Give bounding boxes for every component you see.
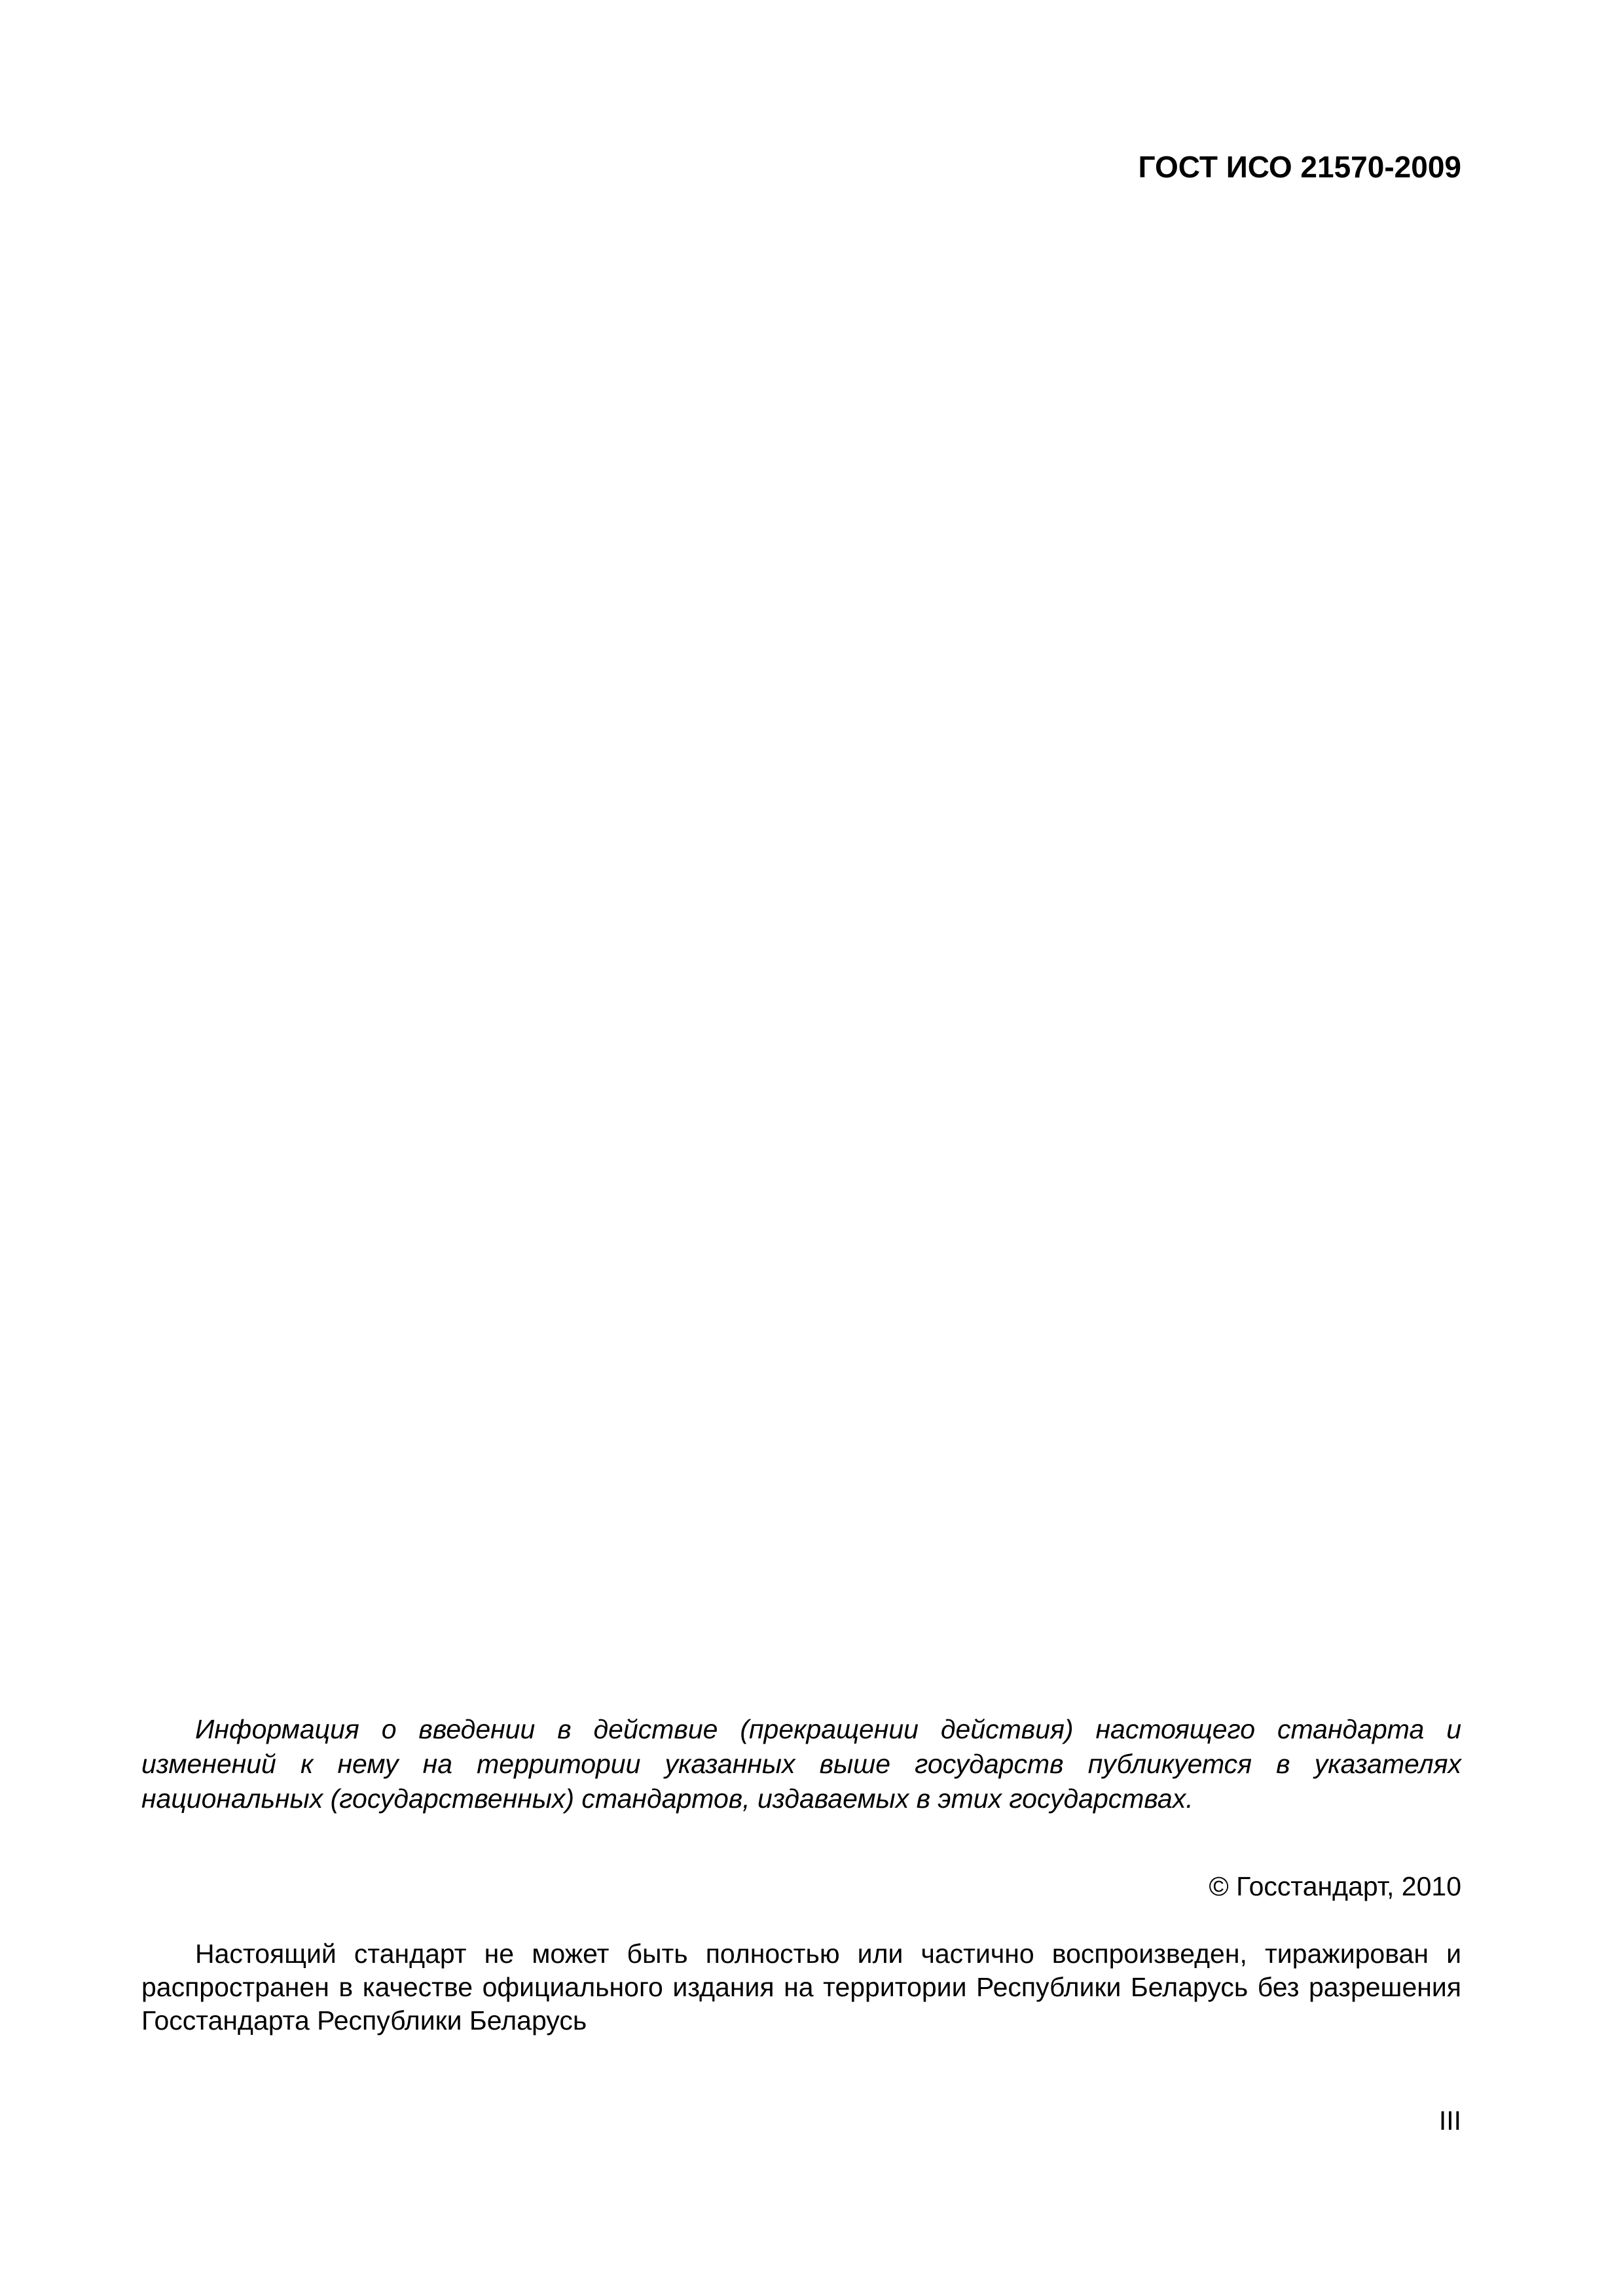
reproduction-notice-paragraph: Настоящий стандарт не может быть полностью или частично воспроизведен, тиражирован и распространен в качестве официального издания на территории Республики Беларусь без разрешения Госстандарта Республики Беларусь bbox=[141, 1939, 1461, 2036]
standard-code-header: ГОСТ ИСО 21570-2009 bbox=[1138, 150, 1461, 184]
info-notice-paragraph: Информация о введении в действие (прекращении действия) настоящего стандарта и изменений к нему на территории указанных выше государств публикуется в указателях национальных (государственных) стандартов, издаваемых в этих государствах. bbox=[141, 1714, 1461, 1814]
page-number: III bbox=[1438, 2106, 1461, 2136]
copyright-line: © Госстандарт, 2010 bbox=[1209, 1871, 1461, 1901]
